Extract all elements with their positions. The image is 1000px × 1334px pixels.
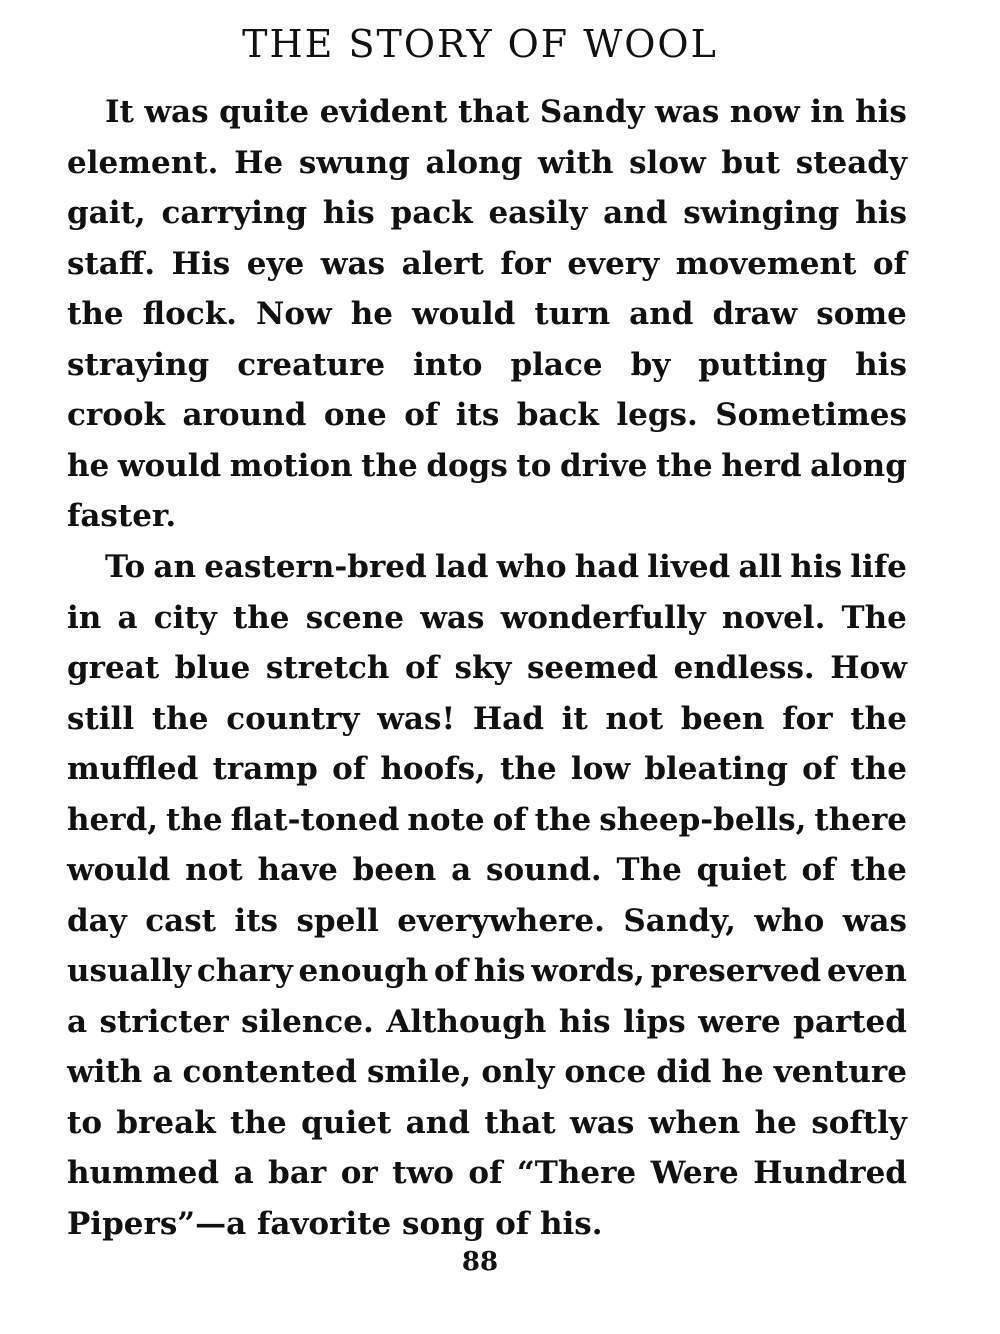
word: been [680, 700, 765, 737]
word: swinging [683, 195, 840, 231]
word: motion [229, 447, 353, 484]
word: the [500, 751, 557, 787]
word: stricter [99, 1003, 229, 1040]
word: spell [296, 902, 379, 939]
word: herd [721, 447, 802, 484]
word: The [841, 599, 907, 636]
word: hoofs, [380, 751, 486, 787]
word: endless. [673, 650, 815, 686]
word: novel. [721, 599, 826, 636]
word: who [754, 902, 825, 939]
word: was [570, 1104, 635, 1141]
word: staff. [67, 245, 156, 282]
word: a [117, 599, 138, 636]
word: dogs [426, 447, 508, 484]
word: eastern-bred [204, 549, 427, 585]
word: who [496, 549, 567, 585]
word: every [567, 245, 660, 282]
word: for [782, 700, 833, 737]
word: break [116, 1104, 216, 1141]
word: in [67, 599, 102, 636]
word: evident [319, 94, 448, 130]
word: only [481, 1054, 555, 1090]
word: its [455, 397, 500, 433]
word: parted [793, 1003, 907, 1040]
word: putting [698, 346, 828, 383]
word: His [171, 245, 231, 282]
word: into [413, 346, 483, 383]
word: some [816, 296, 907, 332]
word: Were [650, 1155, 739, 1191]
word: Hundred [753, 1155, 907, 1191]
text-line [67, 188, 907, 239]
word: the [850, 751, 907, 787]
text-line [67, 896, 907, 947]
word: lived [647, 549, 731, 585]
word: been [352, 852, 437, 888]
word: herd, [67, 801, 159, 838]
word: and [629, 296, 694, 332]
word: hummed [67, 1155, 220, 1191]
word: flat-toned [230, 801, 400, 838]
word: around [182, 397, 307, 433]
word: a [67, 1003, 88, 1040]
word: straying [67, 346, 210, 383]
word: now [729, 94, 800, 130]
word: place [510, 346, 603, 383]
word: his [558, 1003, 611, 1040]
word: once [564, 1054, 647, 1090]
word: of [404, 397, 439, 433]
word: the [67, 296, 124, 332]
word: quiet [696, 852, 787, 888]
word: and [603, 195, 668, 231]
word: enough [298, 953, 429, 989]
word: and [405, 1104, 470, 1141]
word: Now [256, 296, 332, 332]
word: draw [712, 296, 798, 332]
word: of [404, 650, 439, 686]
word: contented [182, 1054, 357, 1090]
word: of [492, 801, 527, 838]
word: his [790, 549, 843, 585]
word: sheep-bells, [599, 801, 807, 838]
word: he [721, 1054, 764, 1090]
text-line [67, 138, 907, 189]
word: The [616, 852, 682, 888]
word: along [810, 447, 907, 484]
word: note [407, 801, 485, 838]
word: carrying [161, 195, 308, 231]
word: of [872, 245, 907, 282]
word: in [810, 94, 845, 130]
word: blue [174, 650, 251, 686]
word: a [233, 1155, 254, 1191]
word: the [361, 447, 418, 484]
word: day [67, 902, 127, 939]
word: “There [516, 1155, 637, 1191]
text-line [67, 997, 907, 1048]
word: smile, [366, 1054, 472, 1090]
text-line [67, 845, 907, 896]
word: his [855, 195, 907, 231]
word: crook [67, 397, 166, 433]
text-line [67, 694, 907, 745]
word: the [166, 801, 223, 838]
word: venture [773, 1054, 907, 1090]
word: How [830, 650, 907, 686]
word: was [655, 94, 720, 130]
word: its [234, 902, 278, 939]
word: along [425, 144, 523, 181]
text-line [67, 1098, 907, 1149]
word: wonderfully [500, 599, 706, 636]
word: Although [386, 1003, 547, 1040]
word: To [105, 549, 146, 585]
word: words, [531, 953, 645, 989]
word: was [842, 902, 907, 939]
word: of [802, 751, 837, 787]
word: chary [196, 953, 293, 989]
word: slow [629, 144, 706, 181]
word: Sandy [539, 94, 645, 130]
word: alert [401, 245, 484, 282]
word: life [850, 549, 907, 585]
text-line [67, 441, 907, 492]
word: not [185, 852, 243, 888]
word: bar [268, 1155, 327, 1191]
word: all [738, 549, 783, 585]
word: movement [675, 245, 857, 282]
word: flock. [142, 296, 237, 332]
word: legs. [616, 397, 698, 433]
word: were [698, 1003, 781, 1040]
word: seemed [526, 650, 659, 686]
word: was [144, 94, 209, 130]
word: swung [298, 144, 410, 181]
paragraph-2 [67, 542, 907, 1249]
running-head: THE STORY OF WOOL [242, 22, 718, 66]
word: muffled [67, 751, 199, 787]
word: a [451, 852, 472, 888]
word: He [234, 144, 284, 181]
word: his [855, 346, 907, 383]
word: Had [472, 700, 544, 737]
word: to [516, 447, 552, 484]
word: one [323, 397, 387, 433]
word: softly [811, 1104, 907, 1141]
word: a [152, 1054, 173, 1090]
word: he [67, 447, 110, 484]
word: it [561, 700, 588, 737]
word: that [458, 94, 530, 130]
text-line [67, 946, 907, 997]
word: usually [67, 953, 192, 989]
word: lad [434, 549, 489, 585]
page-number: 88 [461, 1247, 499, 1277]
word: not [605, 700, 664, 737]
word: preserved [650, 953, 822, 989]
word: to [67, 1104, 102, 1141]
word: when [648, 1104, 741, 1141]
word: have [257, 852, 338, 888]
word: the [232, 599, 290, 636]
word: easily [488, 195, 588, 231]
word: lips [623, 1003, 686, 1040]
word: did [656, 1054, 712, 1090]
word: sound. [486, 852, 602, 888]
word: Sandy, [623, 902, 736, 939]
word: back [516, 397, 599, 433]
text-line [67, 1148, 907, 1199]
text-line [67, 795, 907, 846]
word: city [153, 599, 217, 636]
word: tramp [212, 751, 318, 787]
word: his [473, 953, 526, 989]
word: It [105, 94, 134, 130]
word: but [721, 144, 780, 181]
word: was! [377, 700, 456, 737]
word: stretch [265, 650, 390, 686]
text-line [67, 593, 907, 644]
word: of [801, 852, 836, 888]
word: was [320, 245, 386, 282]
word: pack [390, 195, 473, 231]
word: cast [145, 902, 216, 939]
word: scene [305, 599, 405, 636]
word: quite [219, 94, 310, 130]
word: an [153, 549, 197, 585]
word: by [630, 346, 671, 383]
text-line [67, 643, 907, 694]
word: with [67, 1054, 143, 1090]
text-line: faster. [67, 498, 177, 534]
word: the [534, 801, 592, 838]
text-line [67, 289, 907, 340]
word: the [656, 447, 713, 484]
word: of [433, 953, 468, 989]
word: with [538, 144, 614, 181]
word: eye [246, 245, 305, 282]
word: everywhere. [397, 902, 605, 939]
word: his [855, 94, 907, 130]
word: he [754, 1104, 797, 1141]
word: or [340, 1155, 378, 1191]
word: gait, [67, 195, 146, 231]
word: still [67, 700, 135, 737]
word: had [574, 549, 640, 585]
word: creature [237, 346, 386, 383]
word: the [850, 700, 907, 737]
word: for [500, 245, 551, 282]
word: sky [454, 650, 512, 686]
word: that [484, 1104, 556, 1141]
word: the [151, 700, 209, 737]
text-line [67, 542, 907, 593]
paragraph-1 [67, 87, 907, 542]
word: great [67, 650, 160, 686]
word: he [350, 296, 393, 332]
text-line [67, 340, 907, 391]
word: there [814, 801, 907, 838]
word: even [826, 953, 907, 989]
word: his [322, 195, 375, 231]
word: turn [534, 296, 611, 332]
word: silence. [241, 1003, 374, 1040]
text-line: Pipers”—a favorite song of his. [67, 1205, 603, 1242]
word: two [392, 1155, 454, 1191]
word: bleating [644, 751, 788, 787]
word: would [117, 447, 222, 484]
text-line [67, 1047, 907, 1098]
text-line [67, 87, 907, 138]
word: low [570, 751, 631, 787]
word: the [230, 1104, 287, 1141]
word: quiet [301, 1104, 392, 1141]
text-line [67, 744, 907, 795]
word: would [412, 296, 516, 332]
word: steady [795, 144, 907, 181]
word: element. [67, 144, 219, 181]
word: of [468, 1155, 503, 1191]
word: of [332, 751, 367, 787]
word: Sometimes [715, 397, 907, 433]
word: country [226, 700, 360, 737]
word: was [420, 599, 485, 636]
word: would [67, 852, 171, 888]
text-line [67, 239, 907, 290]
word: drive [559, 447, 648, 484]
text-line [67, 390, 907, 441]
word: the [850, 852, 907, 888]
